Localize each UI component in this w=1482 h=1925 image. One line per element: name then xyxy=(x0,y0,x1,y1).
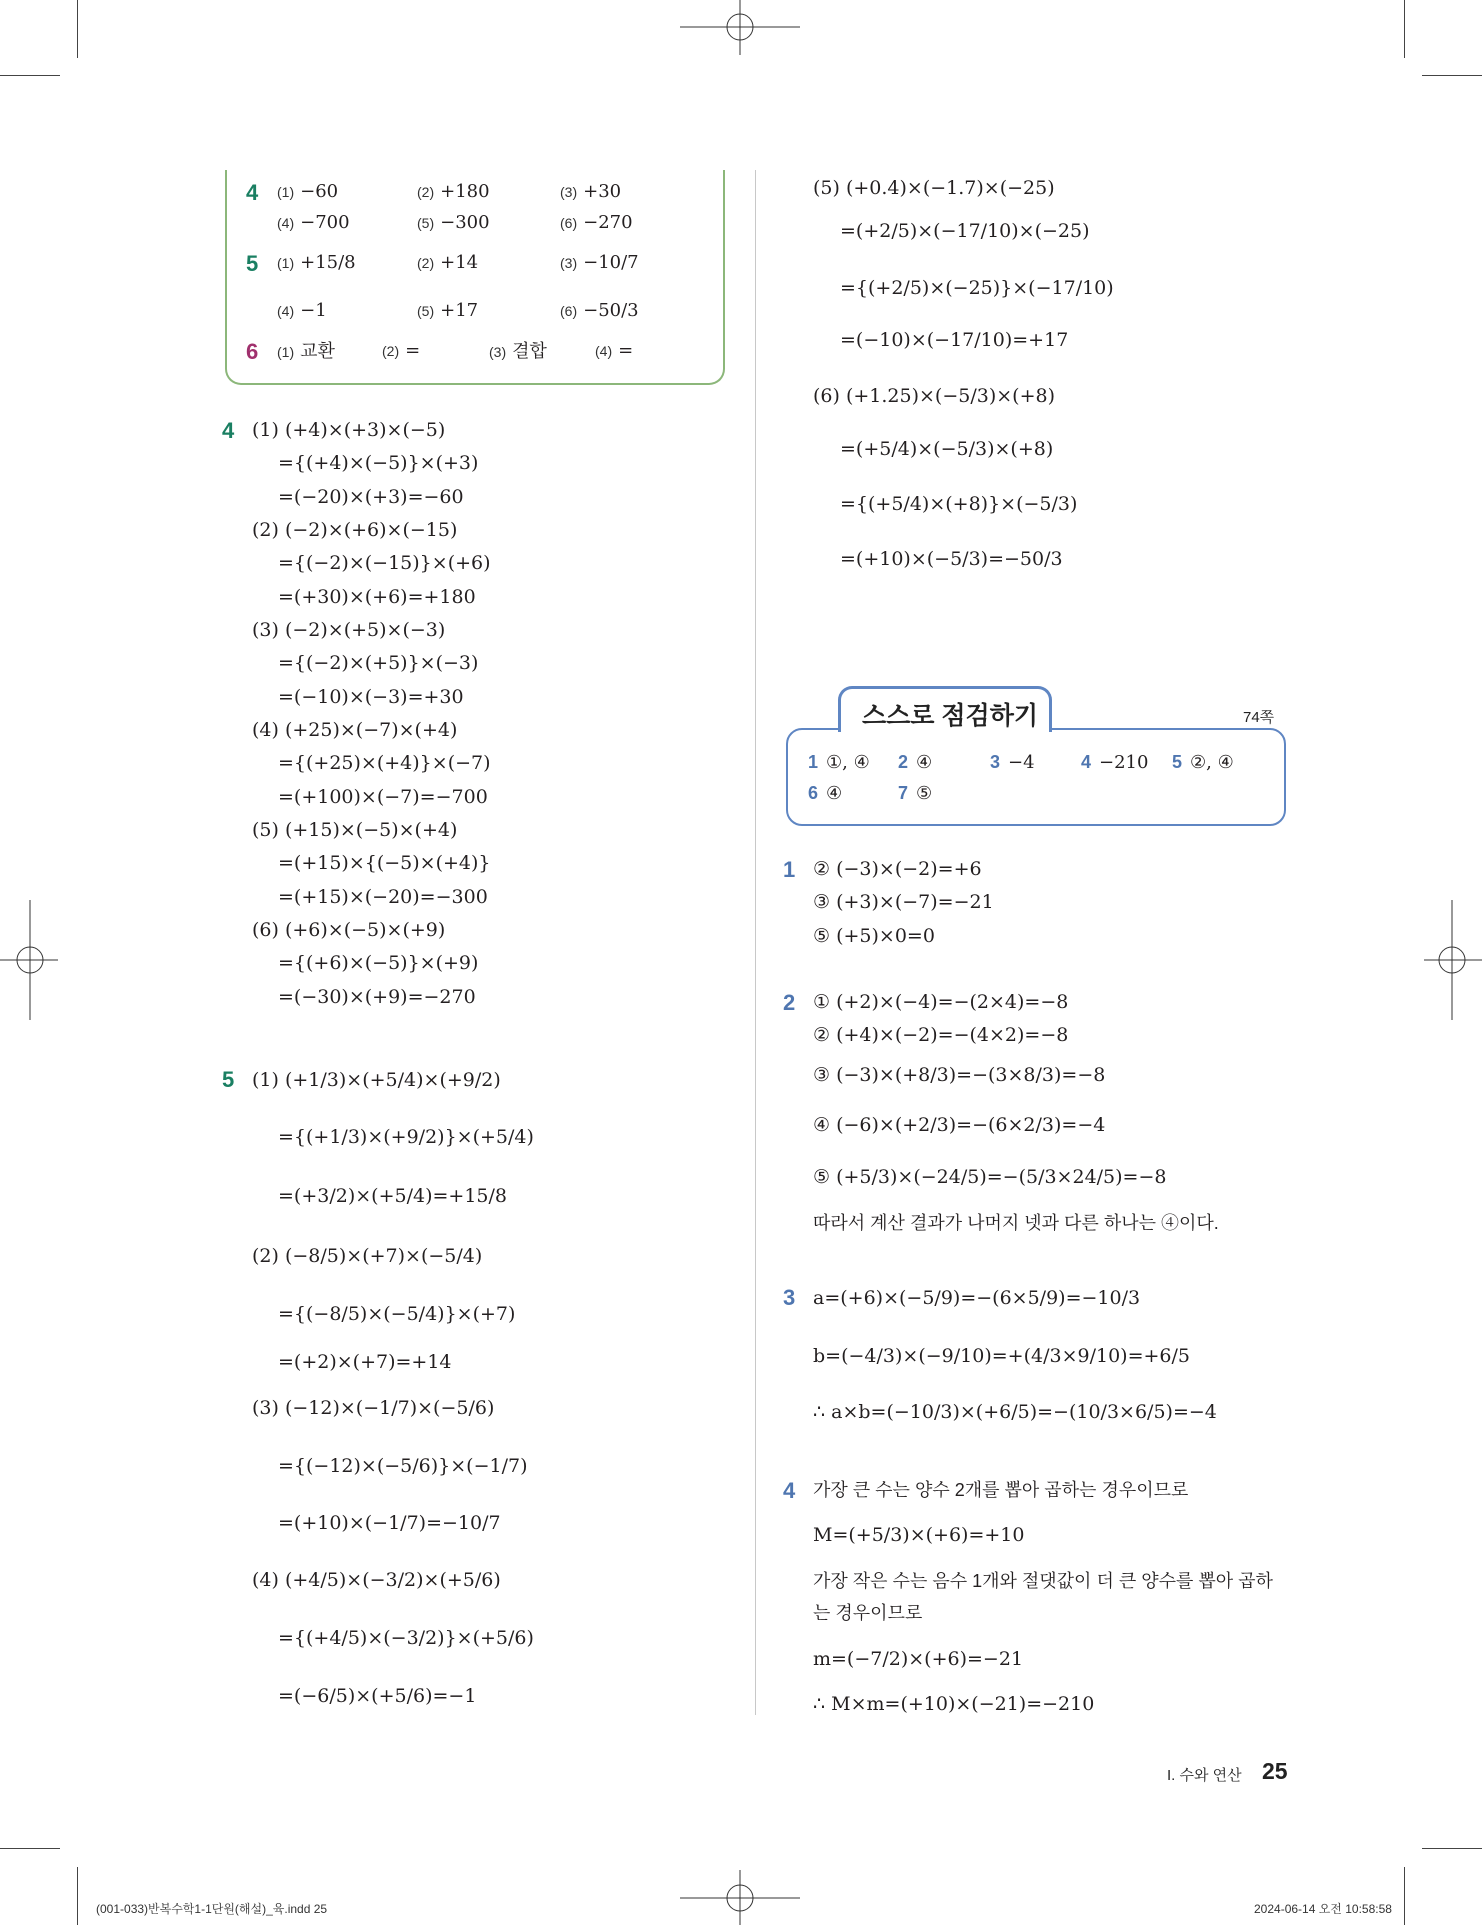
solution-line: ={(+4/5)×(−3/2)}×(+5/6) xyxy=(278,1627,534,1649)
print-file-info: (001-033)반복수학1-1단원(해설)_육.indd 25 xyxy=(96,1902,328,1916)
page-reference: 74쪽 xyxy=(1243,709,1275,726)
explanation-text: 가장 작은 수는 음수 1개와 절댓값이 더 큰 양수를 뽑아 곱하 xyxy=(813,1571,1273,1591)
crop-mark xyxy=(1404,1867,1405,1925)
solution-line: =(+15)×{(−5)×(+4)} xyxy=(278,852,491,874)
solution-line: =(−10)×(−3)=+30 xyxy=(278,686,464,708)
solution-line: M=(+5/3)×(+6)=+10 xyxy=(813,1524,1025,1546)
solution-line: ={(−2)×(+5)}×(−3) xyxy=(278,652,479,674)
solution-line: ={(+6)×(−5)}×(+9) xyxy=(278,952,479,974)
solution-line: ={(+2/5)×(−25)}×(−17/10) xyxy=(840,277,1114,299)
solution-line: ={(+5/4)×(+8)}×(−5/3) xyxy=(840,493,1078,515)
registration-mark-right xyxy=(1422,900,1482,1020)
explanation-text: 는 경우이므로 xyxy=(813,1603,923,1623)
question-number: 5 xyxy=(222,1067,235,1092)
solution-line: ③ (−3)×(+8/3)=−(3×8/3)=−8 xyxy=(813,1064,1106,1086)
solution-line: ={(−2)×(−15)}×(+6) xyxy=(278,552,491,574)
solution-line: =(−20)×(+3)=−60 xyxy=(278,486,464,508)
crop-mark xyxy=(1404,0,1405,58)
section-title: 스스로 점검하기 xyxy=(862,702,1038,730)
solution-line: =(+2/5)×(−17/10)×(−25) xyxy=(840,220,1090,242)
solution-line: (4) (+4/5)×(−3/2)×(+5/6) xyxy=(252,1569,501,1591)
solution-line: b=(−4/3)×(−9/10)=+(4/3×9/10)=+6/5 xyxy=(813,1345,1190,1367)
solution-line: =(+100)×(−7)=−700 xyxy=(278,786,488,808)
solution-line: ∴ M×m=(+10)×(−21)=−210 xyxy=(813,1693,1095,1715)
explanation-text: 가장 큰 수는 양수 2개를 뽑아 곱하는 경우이므로 xyxy=(813,1480,1189,1500)
solution-line: =(+30)×(+6)=+180 xyxy=(278,586,476,608)
solution-line: m=(−7/2)×(+6)=−21 xyxy=(813,1648,1024,1670)
solution-line: =(+3/2)×(+5/4)=+15/8 xyxy=(278,1185,507,1207)
solution-line: =(−10)×(−17/10)=+17 xyxy=(840,329,1069,351)
solution-line: a=(+6)×(−5/9)=−(6×5/9)=−10/3 xyxy=(813,1287,1141,1309)
column-divider xyxy=(755,170,756,1715)
solution-line: ={(+25)×(+4)}×(−7) xyxy=(278,752,491,774)
question-number: 4 xyxy=(783,1478,796,1503)
solution-line: ={(−8/5)×(−5/4)}×(+7) xyxy=(278,1303,516,1325)
solution-line: (5) (+0.4)×(−1.7)×(−25) xyxy=(813,177,1055,199)
crop-mark xyxy=(77,1867,78,1925)
solution-line: ⑤ (+5)×0=0 xyxy=(813,925,935,947)
solution-line: =(+5/4)×(−5/3)×(+8) xyxy=(840,438,1054,460)
solution-line: =(+15)×(−20)=−300 xyxy=(278,886,488,908)
solution-line: ① (+2)×(−4)=−(2×4)=−8 xyxy=(813,991,1069,1013)
question-number: 3 xyxy=(783,1285,796,1310)
page-number: 25 xyxy=(1262,1758,1288,1784)
solution-line: (6) (+6)×(−5)×(+9) xyxy=(252,919,446,941)
crop-mark xyxy=(1422,1848,1482,1849)
solution-line: (4) (+25)×(−7)×(+4) xyxy=(252,719,458,741)
crop-mark xyxy=(1422,75,1482,76)
crop-mark xyxy=(77,0,78,58)
solution-line: (3) (−12)×(−1/7)×(−5/6) xyxy=(252,1397,495,1419)
solution-line: =(+10)×(−1/7)=−10/7 xyxy=(278,1512,501,1534)
solution-line: =(+2)×(+7)=+14 xyxy=(278,1351,452,1373)
conclusion-text: 따라서 계산 결과가 나머지 넷과 다른 하나는 ④이다. xyxy=(813,1213,1219,1233)
solution-line: =(−6/5)×(+5/6)=−1 xyxy=(278,1685,477,1707)
solution-line: ∴ a×b=(−10/3)×(+6/5)=−(10/3×6/5)=−4 xyxy=(813,1401,1217,1423)
solution-line: (5) (+15)×(−5)×(+4) xyxy=(252,819,458,841)
question-number: 4 xyxy=(222,418,235,443)
registration-mark-bottom xyxy=(680,1865,800,1925)
self-check-box xyxy=(786,728,1286,826)
crop-mark xyxy=(0,1848,60,1849)
solution-line: (6) (+1.25)×(−5/3)×(+8) xyxy=(813,385,1055,407)
solution-line: ② (+4)×(−2)=−(4×2)=−8 xyxy=(813,1024,1069,1046)
question-number: 5 xyxy=(246,251,259,276)
solution-line: =(−30)×(+9)=−270 xyxy=(278,986,476,1008)
solution-line: ③ (+3)×(−7)=−21 xyxy=(813,891,994,913)
registration-mark-left xyxy=(0,900,60,1020)
solution-line: ④ (−6)×(+2/3)=−(6×2/3)=−4 xyxy=(813,1114,1106,1136)
solution-line: (2) (−8/5)×(+7)×(−5/4) xyxy=(252,1245,483,1267)
question-number: 6 xyxy=(246,339,259,364)
question-number: 2 xyxy=(783,990,796,1015)
section-label: I. 수와 연산 xyxy=(1167,1767,1242,1784)
solution-line: ② (−3)×(−2)=+6 xyxy=(813,858,982,880)
solution-line: ={(+1/3)×(+9/2)}×(+5/4) xyxy=(278,1126,534,1148)
question-number: 4 xyxy=(246,180,259,205)
solution-line: (3) (−2)×(+5)×(−3) xyxy=(252,619,446,641)
print-date-info: 2024-06-14 오전 10:58:58 xyxy=(1254,1902,1392,1916)
crop-mark xyxy=(0,75,60,76)
question-number: 1 xyxy=(783,857,796,882)
solution-line: (1) (+1/3)×(+5/4)×(+9/2) xyxy=(252,1069,501,1091)
solution-line: (2) (−2)×(+6)×(−15) xyxy=(252,519,458,541)
solution-line: ={(−12)×(−5/6)}×(−1/7) xyxy=(278,1455,528,1477)
registration-mark-top xyxy=(680,0,800,60)
solution-line: ⑤ (+5/3)×(−24/5)=−(5/3×24/5)=−8 xyxy=(813,1166,1167,1188)
solution-line: =(+10)×(−5/3)=−50/3 xyxy=(840,548,1063,570)
solution-line: (1) (+4)×(+3)×(−5) xyxy=(252,419,446,441)
solution-line: ={(+4)×(−5)}×(+3) xyxy=(278,452,479,474)
